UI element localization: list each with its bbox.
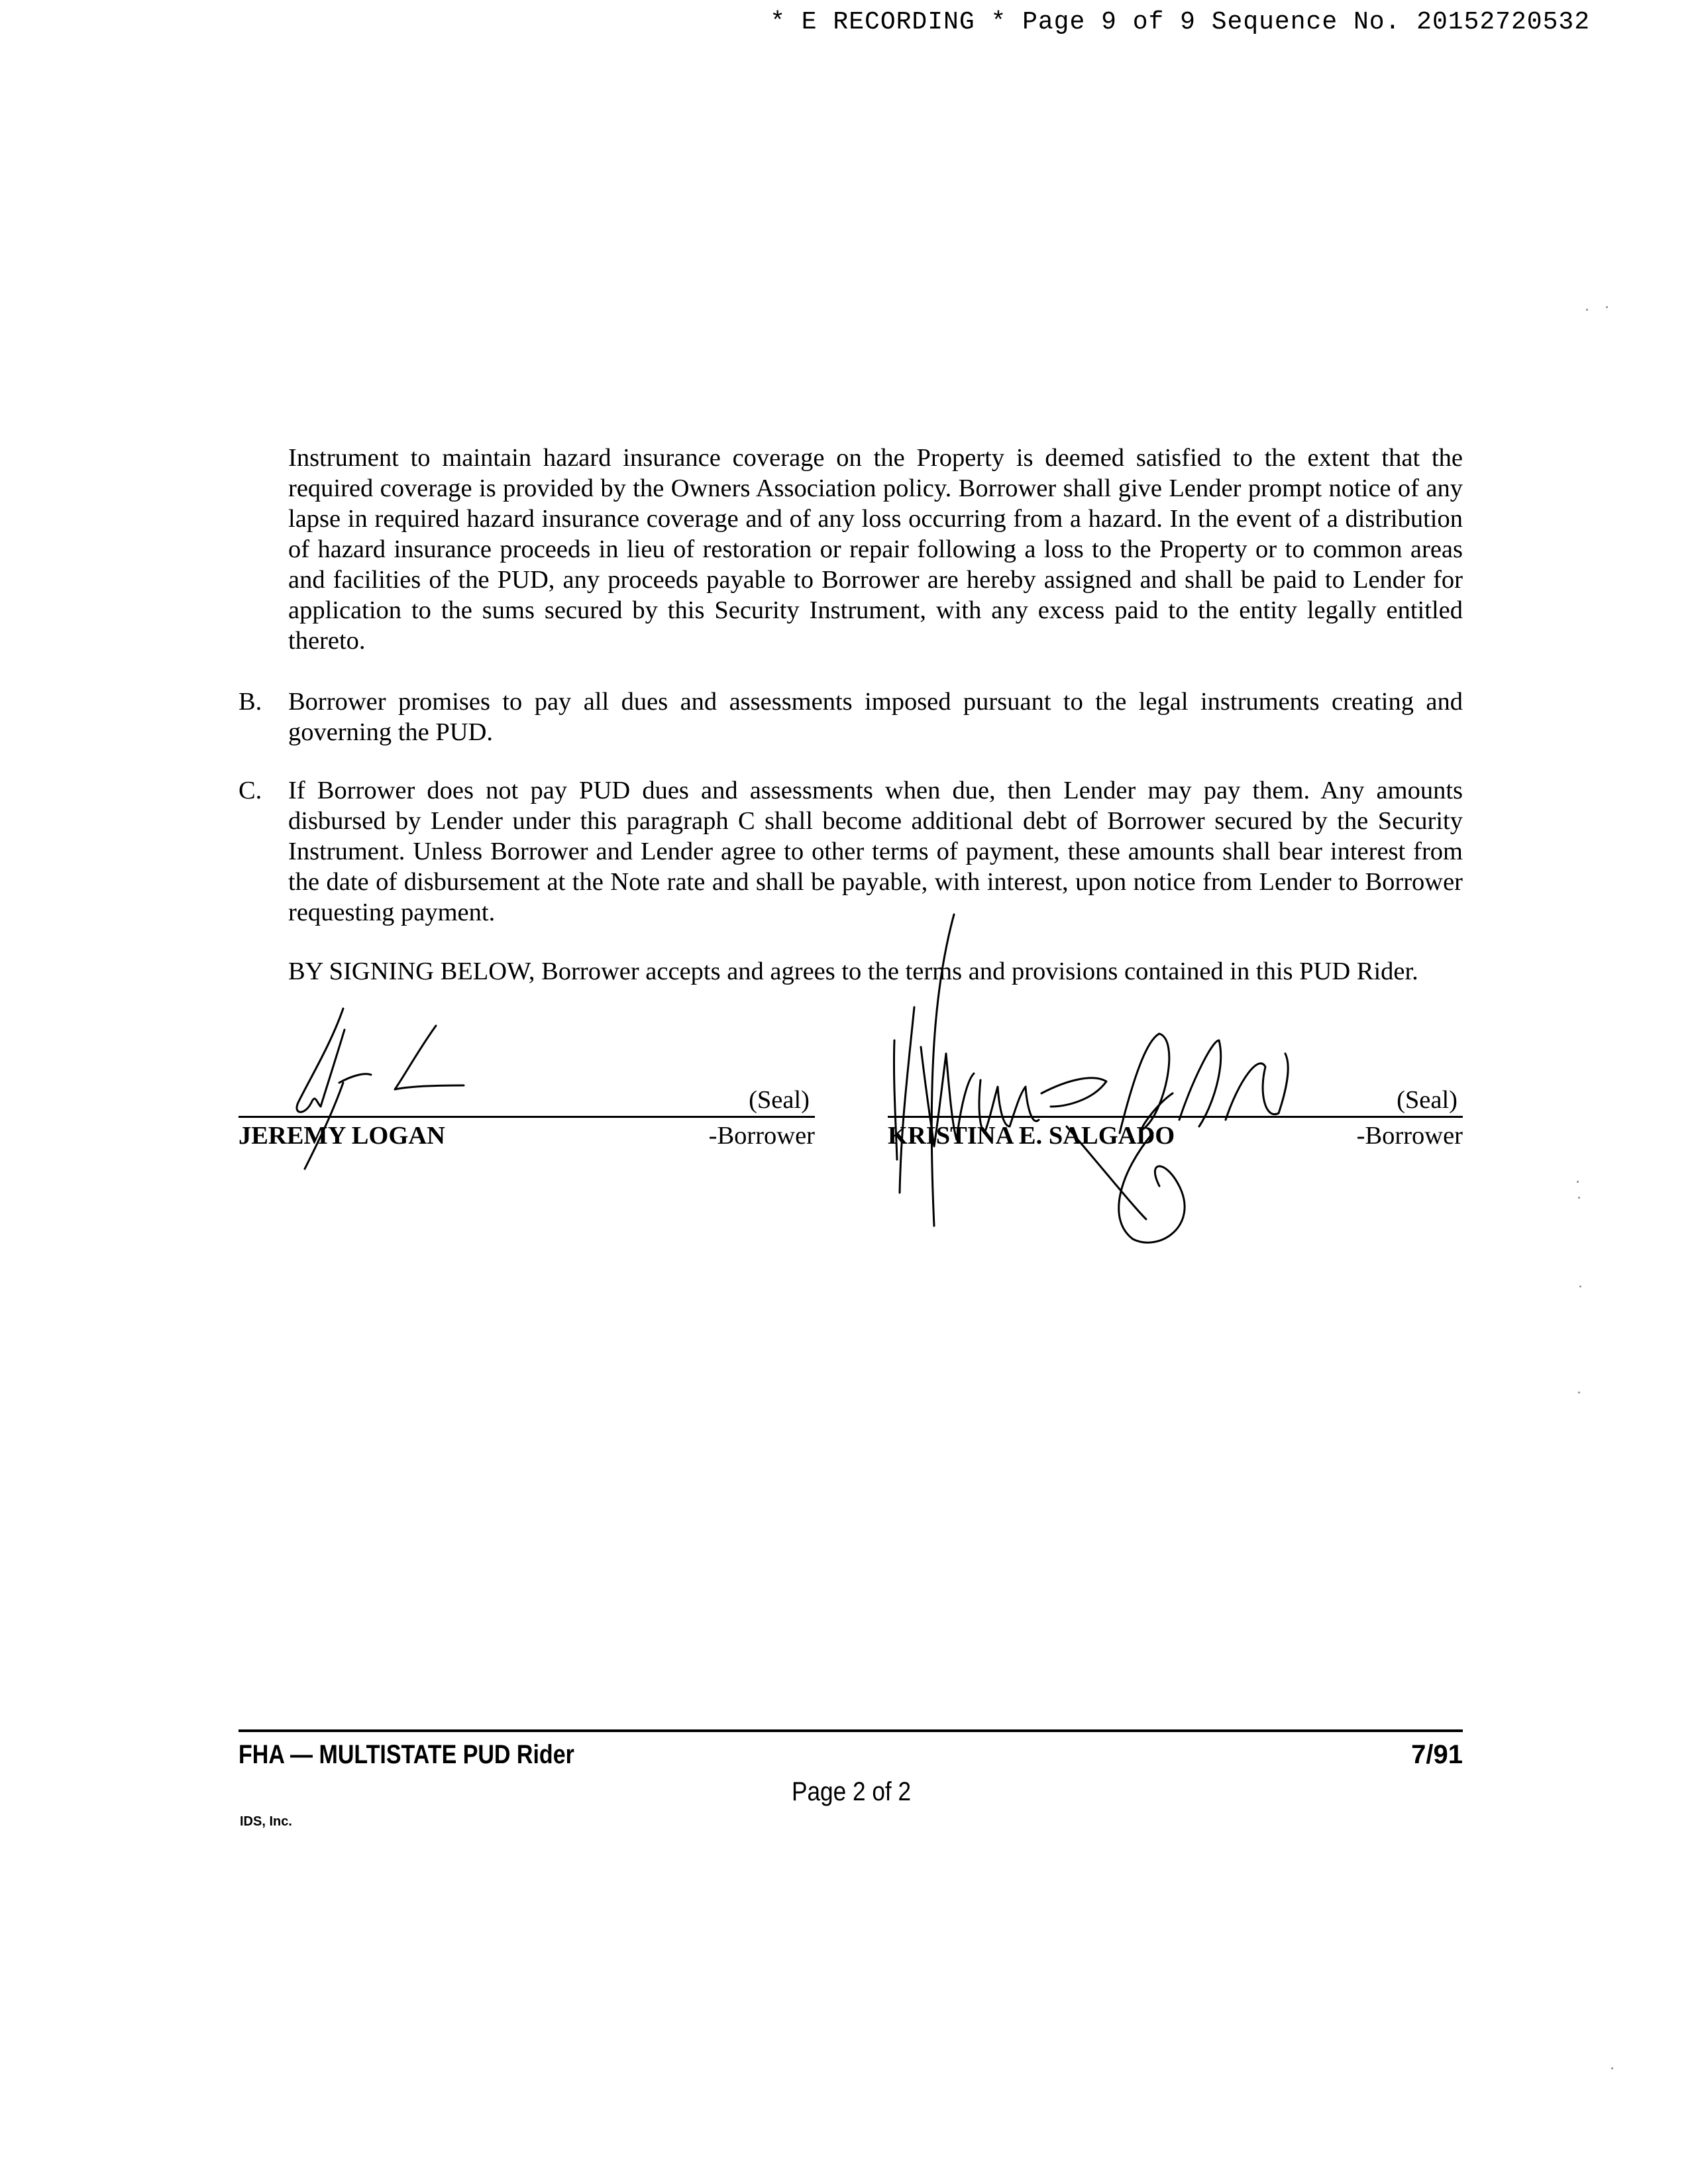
signature-line	[888, 1116, 1463, 1118]
seal-label: (Seal)	[749, 1086, 810, 1114]
borrower-role: -Borrower	[708, 1122, 815, 1150]
scan-speck	[1611, 2067, 1613, 2069]
seal-label: (Seal)	[1397, 1086, 1458, 1114]
footer-divider	[238, 1729, 1463, 1732]
signature-block-borrower-2	[888, 1007, 1463, 1166]
borrower-name: KRISTINA E. SALGADO	[888, 1122, 1175, 1150]
form-revision: 7/91	[1411, 1740, 1463, 1769]
scan-speck	[1579, 1285, 1581, 1287]
borrower-role: -Borrower	[1356, 1122, 1463, 1150]
scan-speck	[1578, 1197, 1580, 1199]
form-title: FHA — MULTISTATE PUD Rider	[238, 1740, 574, 1769]
recording-header: * E RECORDING * Page 9 of 9 Sequence No. 20152720532	[770, 8, 1590, 36]
list-item	[238, 775, 1463, 928]
continued-paragraph: Instrument to maintain hazard insurance coverage on the Property is deemed satisfied to the extent that the required coverage is provided by the Owners Association policy. Borrower shall give Lender prompt notice of any lapse in required hazard insurance coverage and of any loss occurring from a hazard. In the event of a distribution of hazard insurance proceeds in lieu of restoration or repair following a loss to the Property or to common areas and facilities of the PUD, any proceeds payable to Borrower are hereby assigned and shall be paid to Lender for application to the sums secured by this Security Instrument, with any excess paid to the entity legally entitled thereto.	[288, 444, 1463, 655]
scan-speck	[1606, 306, 1608, 308]
signature-line	[238, 1116, 815, 1118]
handwritten-signature-icon	[868, 908, 1345, 1252]
item-text: If Borrower does not pay PUD dues and assessments when due, then Lender may pay them. Any amounts disbursed by Lender under this paragraph C shall become additional debt of Borrower secured by the Security Instrument. Unless Borrower and Lender agree to other terms of payment, these amounts shall bear interest from the date of disbursement at the Note rate and shall be payable, with interest, upon notice from Lender to Borrower requesting payment.	[288, 777, 1463, 926]
item-text: Borrower promises to pay all dues and assessments imposed pursuant to the legal instruments creating and governing the PUD.	[288, 688, 1463, 746]
item-letter: C.	[238, 777, 262, 804]
scan-speck	[1586, 309, 1588, 311]
signing-statement: BY SIGNING BELOW, Borrower accepts and agrees to the terms and provisions contained in this PUD Rider.	[288, 957, 1418, 985]
page-number: Page 2 of 2	[792, 1777, 912, 1806]
scan-speck	[1578, 1392, 1580, 1393]
publisher-label: IDS, Inc.	[240, 1814, 292, 1829]
signature-block-borrower-1	[238, 1007, 815, 1166]
borrower-name: JEREMY LOGAN	[238, 1122, 445, 1150]
item-letter: B.	[238, 688, 262, 716]
list-item	[238, 686, 1463, 747]
scan-speck	[1577, 1181, 1579, 1183]
